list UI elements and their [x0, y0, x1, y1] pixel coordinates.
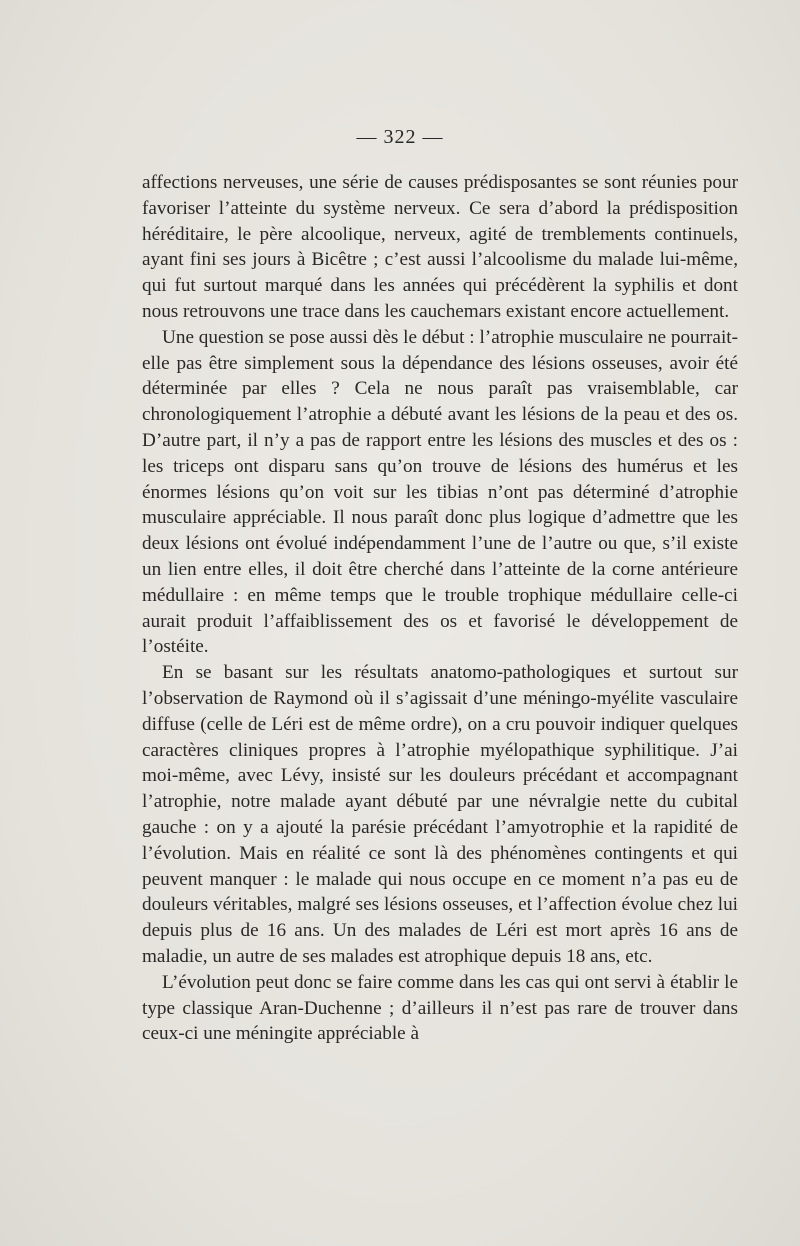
- paragraph-4: L’évolution peut donc se faire comme dans les cas qui ont servi à établir le type classique Aran-Duchenne ; d’ailleurs il n’est pas rare de trouver dans ceux-ci une méningite appréciable à: [142, 971, 738, 1045]
- paragraph-2: Une question se pose aussi dès le début : l’atrophie musculaire ne pourrait-elle pas être simplement sous la dépendance des lésions osseuses, avoir été déterminée par elles ? Cela ne nous paraît pas vraisemblable, car chronologiquement l’atrophie a débuté avant les lésions de la peau et des os. D’autre part, il n’y a pas de rapport entre les lésions des muscles et des os : les triceps ont disparu sans qu’on trouve de lésions des humérus et les énormes lésions qu’on voit sur les tibias n’ont pas déterminé d’atrophie musculaire appréciable. Il nous paraît donc plus logique d’admettre que les deux lésions ont évolué indépendamment l’une de l’autre ou que, s’il existe un lien entre elles, il doit être cherché dans l’atteinte de la corne antérieure médullaire : en même temps que le trouble trophique médullaire celle-ci aurait produit l’affaiblissement des os et favorisé le développement de l’ostéite.: [142, 326, 738, 658]
- body-text: [142, 170, 738, 1047]
- paragraph-1: affections nerveuses, une série de causes prédisposantes se sont réunies pour favoriser l’atteinte du système nerveux. Ce sera d’abord la prédisposition héréditaire, le père alcoolique, nerveux, agité de tremblements continuels, ayant fini ses jours à Bicêtre ; c’est aussi l’alcoolisme du malade lui-même, qui fut surtout marqué dans les années qui précédèrent la syphilis et dont nous retrouvons une trace dans les cauchemars existant encore actuellement.: [142, 172, 738, 322]
- page-number: — 322 —: [356, 126, 444, 148]
- paragraph-3: En se basant sur les résultats anatomo-pathologiques et surtout sur l’observation de Raymond où il s’agissait d’une méningo-myélite vasculaire diffuse (celle de Léri est de même ordre), on a cru pouvoir indiquer quelques caractères cliniques propres à l’atrophie myélopathique syphilitique. J’ai moi-même, avec Lévy, insisté sur les douleurs précédant et accompagnant l’atrophie, notre malade ayant débuté par une névralgie nette du cubital gauche : on y a ajouté la parésie précédant l’amyotrophie et la rapidité de l’évolution. Mais en réalité ce sont là des phénomènes contingents et qui peuvent manquer : le malade qui nous occupe en ce moment n’a pas eu de douleurs véritables, malgré ses lésions osseuses, et l’affection évolue chez lui depuis plus de 16 ans. Un des malades de Léri est mort après 16 ans de maladie, un autre de ses malades est atrophique depuis 18 ans, etc.: [142, 662, 738, 967]
